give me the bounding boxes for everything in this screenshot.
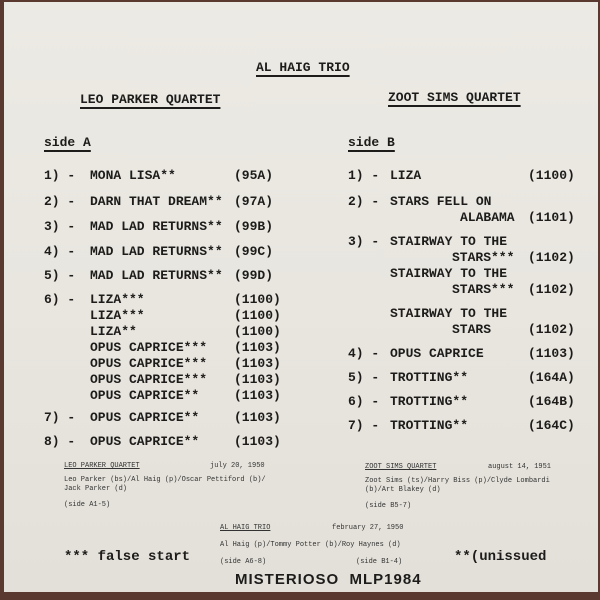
track-title-cont: STARS***	[452, 282, 515, 297]
track-title: STAIRWAY TO THE	[390, 234, 508, 249]
track-title: LIZA***	[90, 308, 145, 323]
track-matrix: (1100)	[528, 168, 575, 183]
session-date: february 27, 1950	[332, 524, 404, 532]
track-matrix: (164C)	[528, 418, 575, 433]
session-sides: (side A1-5)	[64, 501, 111, 509]
track-matrix: (1102)	[528, 282, 575, 297]
track-matrix: (1103)	[234, 340, 281, 355]
track-number: 6) -	[348, 394, 380, 409]
track-matrix: (1100)	[234, 308, 281, 323]
track-matrix: (1103)	[528, 346, 575, 361]
track-matrix: (95A)	[234, 168, 274, 183]
track-title: TROTTING**	[390, 418, 469, 433]
session-personnel-cont: Jack Parker (d)	[64, 485, 128, 493]
track-title: OPUS CAPRICE***	[90, 340, 208, 355]
session-sides-a: (side A6-8)	[220, 558, 267, 566]
track-matrix: (1100)	[234, 292, 281, 307]
track-title: MAD LAD RETURNS**	[90, 219, 223, 234]
track-matrix: (164B)	[528, 394, 575, 409]
track-matrix: (1103)	[234, 410, 281, 425]
track-title: DARN THAT DREAM**	[90, 194, 223, 209]
track-title: OPUS CAPRICE***	[90, 356, 208, 371]
session-sides-b: (side B1-4)	[356, 558, 403, 566]
track-title: OPUS CAPRICE**	[90, 388, 200, 403]
track-number: 2) -	[44, 194, 76, 209]
track-title: STARS FELL ON	[390, 194, 492, 209]
track-title: OPUS CAPRICE**	[90, 410, 200, 425]
session-personnel: Leo Parker (bs)/Al Haig (p)/Oscar Pettiford (b)/	[64, 476, 266, 484]
session-name: AL HAIG TRIO	[220, 524, 271, 532]
track-matrix: (99C)	[234, 244, 274, 259]
track-number: 5) -	[44, 268, 76, 283]
session-date: july 20, 1950	[210, 462, 265, 470]
track-title: OPUS CAPRICE	[390, 346, 484, 361]
track-number: 7) -	[44, 410, 76, 425]
track-title: TROTTING**	[390, 394, 469, 409]
track-title-cont: STARS	[452, 322, 492, 337]
right-heading: ZOOT SIMS QUARTET	[388, 90, 521, 105]
legend-unissued: **(unissued	[454, 549, 547, 565]
track-number: 4) -	[44, 244, 76, 259]
track-matrix: (1103)	[234, 388, 281, 403]
track-matrix: (1100)	[234, 324, 281, 339]
track-matrix: (164A)	[528, 370, 575, 385]
track-matrix: (1101)	[528, 210, 575, 225]
track-title: MAD LAD RETURNS**	[90, 268, 223, 283]
track-title: OPUS CAPRICE**	[90, 434, 200, 449]
track-number: 4) -	[348, 346, 380, 361]
session-personnel: Al Haig (p)/Tommy Potter (b)/Roy Haynes (d)	[220, 541, 401, 549]
track-title: STAIRWAY TO THE	[390, 306, 508, 321]
track-number: 5) -	[348, 370, 380, 385]
track-matrix: (1102)	[528, 250, 575, 265]
track-title: STAIRWAY TO THE	[390, 266, 508, 281]
side-a-label: side A	[44, 135, 91, 150]
track-matrix: (1103)	[234, 434, 281, 449]
track-number: 1) -	[44, 168, 76, 183]
track-row	[44, 168, 75, 183]
session-personnel: Zoot Sims (ts)/Harry Biss (p)/Clyde Lombardi	[365, 477, 550, 485]
track-number: 1) -	[348, 168, 380, 183]
track-number: 3) -	[348, 234, 380, 249]
track-number: 3) -	[44, 219, 76, 234]
session-name: ZOOT SIMS QUARTET	[365, 463, 437, 471]
session-name: LEO PARKER QUARTET	[64, 462, 140, 470]
track-title: LIZA	[390, 168, 422, 183]
track-matrix: (99D)	[234, 268, 274, 283]
record-sleeve-back	[4, 2, 598, 592]
track-number: 2) -	[348, 194, 380, 209]
track-title: OPUS CAPRICE***	[90, 372, 208, 387]
track-matrix: (1102)	[528, 322, 575, 337]
side-b-label: side B	[348, 135, 395, 150]
track-number: 8) -	[44, 434, 76, 449]
track-matrix: (1103)	[234, 356, 281, 371]
session-sides: (side B5-7)	[365, 502, 412, 510]
track-number: 7) -	[348, 418, 380, 433]
title-heading: AL HAIG TRIO	[256, 60, 350, 75]
catalog-number: MISTERIOSO MLP1984	[235, 571, 422, 588]
track-title: LIZA**	[90, 324, 137, 339]
legend-false-start: *** false start	[64, 549, 191, 565]
track-title: MONA LISA**	[90, 168, 176, 183]
left-heading: LEO PARKER QUARTET	[80, 92, 221, 107]
track-matrix: (97A)	[234, 194, 274, 209]
track-title: TROTTING**	[390, 370, 469, 385]
track-title: LIZA***	[90, 292, 145, 307]
track-matrix: (1103)	[234, 372, 281, 387]
track-title-cont: STARS***	[452, 250, 515, 265]
track-title: MAD LAD RETURNS**	[90, 244, 223, 259]
session-personnel-cont: (b)/Art Blakey (d)	[365, 486, 441, 494]
track-title-cont: ALABAMA	[460, 210, 515, 225]
track-matrix: (99B)	[234, 219, 274, 234]
track-number: 6) -	[44, 292, 76, 307]
session-date: august 14, 1951	[488, 463, 552, 471]
